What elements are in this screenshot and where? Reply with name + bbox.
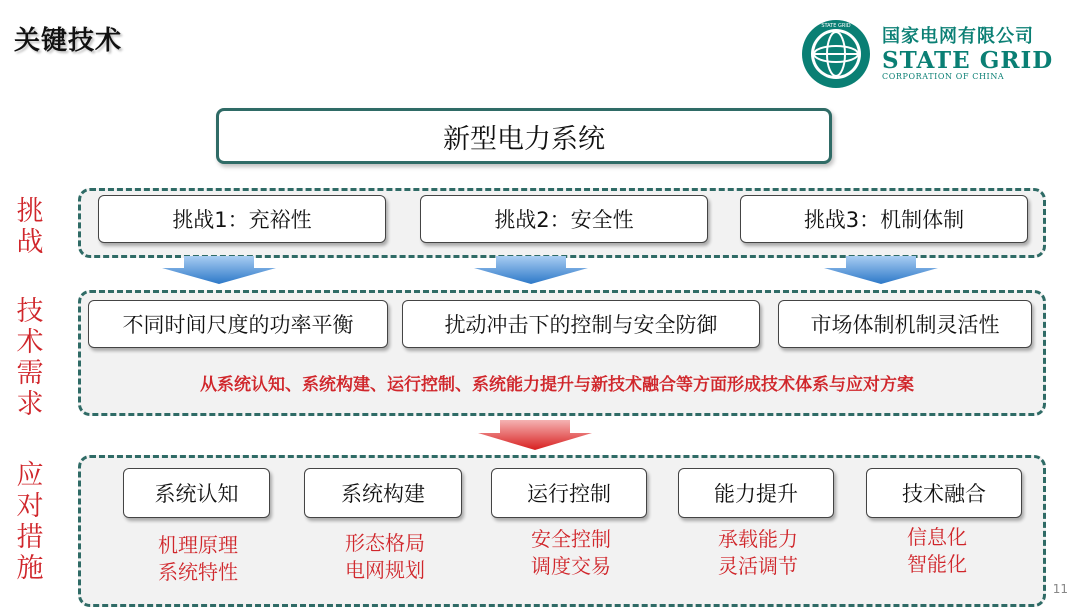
measure-detail-line: 形态格局 <box>345 531 425 555</box>
down-arrow-icon <box>162 256 276 284</box>
measure-detail-4 <box>683 526 833 580</box>
logo-sub-en: CORPORATION OF CHINA <box>882 72 1005 81</box>
measure-box-3: 运行控制 <box>491 468 647 518</box>
measure-detail-line: 系统特性 <box>158 560 238 584</box>
measures-label: 应对措施 <box>16 460 44 584</box>
requirement-box-1: 不同时间尺度的功率平衡 <box>88 300 388 348</box>
state-grid-logo <box>800 18 1062 98</box>
measure-detail-line: 承载能力 <box>718 527 798 551</box>
measure-box-4: 能力提升 <box>678 468 834 518</box>
challenges-label: 挑战 <box>16 196 44 258</box>
measure-detail-line: 调度交易 <box>531 554 611 578</box>
measure-detail-line: 机理原理 <box>158 533 238 557</box>
measure-detail-5 <box>862 524 1012 578</box>
requirement-box-2: 扰动冲击下的控制与安全防御 <box>402 300 760 348</box>
challenge-box-1: 挑战1：充裕性 <box>98 195 386 243</box>
measure-detail-3 <box>496 526 646 580</box>
measure-box-5: 技术融合 <box>866 468 1022 518</box>
measure-box-1: 系统认知 <box>123 468 270 518</box>
measure-detail-line: 安全控制 <box>531 527 611 551</box>
measure-detail-line: 灵活调节 <box>718 554 798 578</box>
main-title: 新型电力系统 <box>443 123 605 155</box>
page-number: 11 <box>1052 582 1068 596</box>
measure-detail-1 <box>123 532 273 586</box>
measure-box-2: 系统构建 <box>304 468 462 518</box>
logo-name-en: STATE GRID <box>882 47 1054 74</box>
measure-detail-line: 电网规划 <box>345 558 425 582</box>
slide-title: 关键技术 <box>14 26 123 56</box>
svg-text:STATE GRID: STATE GRID <box>821 23 851 29</box>
challenge-box-3: 挑战3：机制体制 <box>740 195 1028 243</box>
measure-detail-line: 信息化 <box>907 525 967 549</box>
measure-detail-line: 智能化 <box>907 552 967 576</box>
down-arrow-red-icon <box>478 420 592 450</box>
down-arrow-icon <box>824 256 938 284</box>
measure-detail-2 <box>310 530 460 584</box>
logo-name-cn: 国家电网有限公司 <box>882 26 1034 47</box>
state-grid-globe-logo-icon <box>800 18 872 90</box>
down-arrow-icon <box>474 256 588 284</box>
main-title-box <box>216 108 832 164</box>
requirements-summary: 从系统认知、系统构建、运行控制、系统能力提升与新技术融合等方面形成技术体系与应对方案 <box>200 375 914 395</box>
challenge-box-2: 挑战2：安全性 <box>420 195 708 243</box>
requirement-box-3: 市场体制机制灵活性 <box>778 300 1032 348</box>
requirements-label: 技术需求 <box>16 296 44 420</box>
